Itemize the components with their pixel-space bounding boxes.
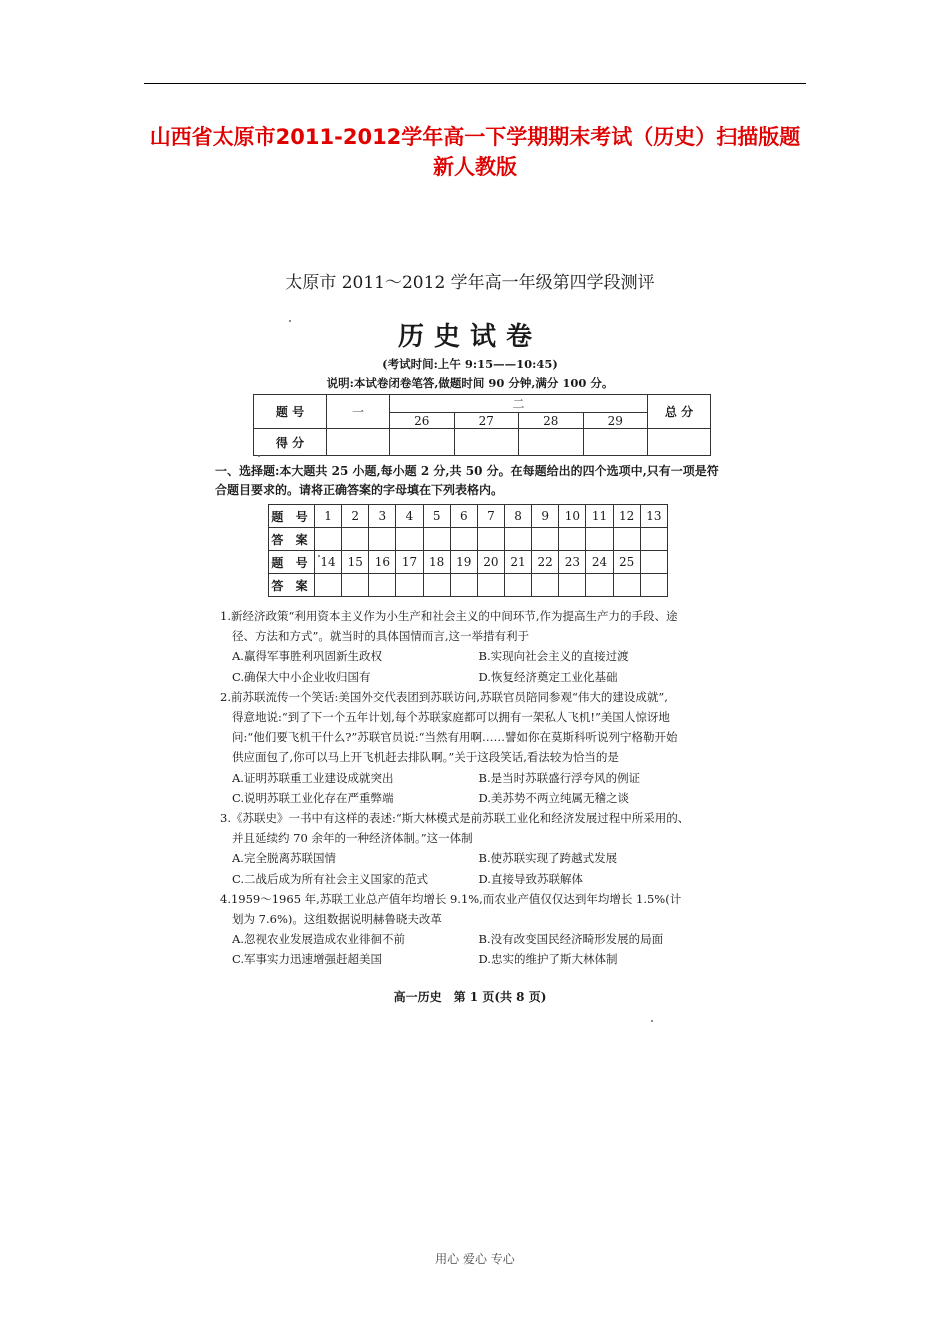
answer-number: 13 [640, 505, 667, 528]
scan-speck [651, 1020, 653, 1022]
page-footer: 用心 爱心 专心 [435, 1252, 515, 1266]
answer-blank [450, 528, 477, 551]
option-c: C.军事实力迅速增强赶超美国 [232, 952, 383, 967]
answer-number: 3 [369, 505, 396, 528]
question-2-options-cd [220, 788, 725, 808]
answer-blank [342, 528, 369, 551]
exam-note: 说明:本试卷闭卷笔答,做题时间 90 分钟,满分 100 分。 [326, 376, 614, 390]
answer-number: 23 [559, 551, 586, 574]
questions [220, 606, 725, 970]
score-cell [519, 429, 584, 456]
score-sub-col: 26 [390, 413, 455, 429]
answer-number: 5 [423, 505, 450, 528]
exam-header: 太原市 2011～2012 学年高一年级第四学段测评 [285, 273, 655, 293]
answer-blank [396, 574, 423, 597]
document-title [130, 122, 820, 182]
answer-number: 4 [396, 505, 423, 528]
question-4-options-ab [220, 929, 725, 949]
question-2-line-4: 供应面包了,你可以马上开飞机赶去排队啊。”关于这段笑话,看法较为恰当的是 [232, 750, 619, 765]
question-3-options-cd [220, 869, 725, 889]
answer-number: 12 [613, 505, 640, 528]
answer-number: 8 [504, 505, 531, 528]
answer-blank [559, 574, 586, 597]
answer-number: 9 [532, 505, 559, 528]
score-col-total: 总 分 [648, 395, 711, 429]
scan-speck [318, 555, 320, 557]
question-2-line-1: 2.前苏联流传一个笑话:美国外交代表团到苏联访问,苏联官员陪同参观“伟大的建设成就”, [220, 689, 668, 704]
answer-blank-row-2 [269, 574, 668, 597]
answer-label-number: 题 号 [269, 505, 315, 528]
score-col-two: 二 [390, 395, 648, 413]
answer-number: 14 [315, 551, 342, 574]
answer-number-row-1 [269, 505, 668, 528]
question-3-options-ab [220, 848, 725, 868]
option-d: D.恢复经济奠定工业化基础 [478, 669, 618, 684]
question-4-line-1: 4.1959～1965 年,苏联工业总产值年均增长 9.1%,而农业产值仅仅达到年均增长 1.5%(计 [220, 891, 682, 906]
option-a: A.忽视农业发展造成农业徘徊不前 [232, 932, 405, 947]
answer-empty-cell [640, 574, 667, 597]
answer-blank [369, 528, 396, 551]
answer-blank [504, 528, 531, 551]
question-2-line-3: 问:“他们要飞机干什么?”苏联官员说:“当然有用啊……譬如你在莫斯科听说列宁格勒开始 [232, 730, 678, 745]
answer-number: 24 [586, 551, 613, 574]
answer-blank [396, 528, 423, 551]
answer-number: 25 [613, 551, 640, 574]
option-c: C.说明苏联工业化存在严重弊端 [232, 790, 394, 805]
answer-number: 2 [342, 505, 369, 528]
page-number: 高一历史 第 1 页(共 8 页) [393, 990, 547, 1004]
option-a: A.证明苏联重工业建设成就突出 [232, 770, 394, 785]
score-cell [648, 429, 711, 456]
answer-number: 10 [559, 505, 586, 528]
exam-subject: 历史试卷 [397, 322, 542, 352]
answer-blank [477, 528, 504, 551]
question-2-line-2: 得意地说:“到了下一个五年计划,每个苏联家庭都可以拥有一架私人飞机!”美国人惊讶地 [232, 710, 670, 725]
scan-speck [258, 455, 260, 457]
score-sub-col: 28 [519, 413, 584, 429]
option-b: B.是当时苏联盛行浮夸风的例证 [478, 770, 641, 785]
score-row-label-number: 题 号 [254, 395, 327, 429]
score-row-label-score: 得 分 [254, 429, 327, 456]
option-a: A.完全脱离苏联国情 [232, 851, 336, 866]
option-b: B.没有改变国民经济畸形发展的局面 [478, 932, 664, 947]
answer-label-answer: 答 案 [269, 574, 315, 597]
option-c: C.二战后成为所有社会主义国家的范式 [232, 871, 429, 886]
document-title-line-1: 山西省太原市2011-2012学年高一下学期期末考试（历史）扫描版题 [149, 125, 801, 149]
answer-empty-cell [640, 551, 667, 574]
answer-blank [586, 528, 613, 551]
option-c: C.确保大中小企业收归国有 [232, 669, 371, 684]
question-3-line-2: 并且延续约 70 余年的一种经济体制。”这一体制 [232, 831, 473, 846]
answer-blank [586, 574, 613, 597]
score-cell [390, 429, 455, 456]
answer-blank [613, 574, 640, 597]
answer-blank [423, 574, 450, 597]
answer-blank [315, 528, 342, 551]
answer-number: 17 [396, 551, 423, 574]
answer-label-answer: 答 案 [269, 528, 315, 551]
answer-blank [477, 574, 504, 597]
score-table [253, 394, 711, 456]
answer-blank [504, 574, 531, 597]
option-d: D.忠实的维护了斯大林体制 [478, 952, 618, 967]
question-4-line-2: 划为 7.6%)。这组数据说明赫鲁晓夫改革 [232, 912, 442, 927]
answer-blank [532, 574, 559, 597]
scanned-exam-page [210, 258, 730, 1018]
answer-number: 11 [586, 505, 613, 528]
answer-number: 18 [423, 551, 450, 574]
question-1-line-1: 1.新经济政策“利用资本主义作为小生产和社会主义的中间环节,作为提高生产力的手段、途 [220, 609, 678, 623]
option-d: D.美苏势不两立纯属无稽之谈 [478, 790, 629, 805]
score-sub-col: 29 [583, 413, 648, 429]
answer-number: 21 [504, 551, 531, 574]
answer-blank [559, 528, 586, 551]
question-2-options-ab [220, 768, 725, 788]
option-b: B.实现向社会主义的直接过渡 [478, 649, 629, 664]
answer-blank [450, 574, 477, 597]
answer-table [268, 504, 668, 597]
scan-speck [289, 320, 291, 322]
answer-number: 15 [342, 551, 369, 574]
answer-number: 7 [477, 505, 504, 528]
score-col-one: 一 [327, 395, 390, 429]
option-b: B.使苏联实现了跨越式发展 [478, 851, 618, 866]
exam-time: (考试时间:上午 9:15——10:45) [382, 357, 558, 371]
question-1-line-2: 径、方法和方式”。就当时的具体国情而言,这一举措有利于 [232, 629, 530, 644]
document-title-line-2: 新人教版 [433, 155, 517, 179]
answer-label-number: 题 号 [269, 551, 315, 574]
score-cell [583, 429, 648, 456]
answer-blank [342, 574, 369, 597]
answer-blank [640, 528, 667, 551]
answer-number: 16 [369, 551, 396, 574]
score-cell [327, 429, 390, 456]
answer-number: 6 [450, 505, 477, 528]
option-d: D.直接导致苏联解体 [478, 871, 583, 886]
answer-blank [613, 528, 640, 551]
answer-number: 19 [450, 551, 477, 574]
answer-number-row-2 [269, 551, 668, 574]
answer-blank [315, 574, 342, 597]
score-cell [454, 429, 519, 456]
answer-number: 1 [315, 505, 342, 528]
answer-blank [369, 574, 396, 597]
question-4-options-cd [220, 949, 725, 969]
answer-blank [532, 528, 559, 551]
answer-number: 22 [532, 551, 559, 574]
question-1-options-ab [220, 646, 725, 666]
answer-number: 20 [477, 551, 504, 574]
question-3-line-1: 3.《苏联史》一书中有这样的表述:“斯大林模式是前苏联工业化和经济发展过程中所采用的、 [220, 811, 690, 826]
option-a: A.赢得军事胜利巩固新生政权 [232, 649, 382, 664]
section-1-instructions: 一、选择题:本大题共 25 小题,每小题 2 分,共 50 分。在每题给出的四个选项中,只有一项是符合题目要求的。请将正确答案的字母填在下列表格内。 [215, 464, 719, 497]
score-sub-col: 27 [454, 413, 519, 429]
header-rule [144, 83, 806, 84]
question-1-options-cd [220, 667, 725, 687]
answer-blank-row-1 [269, 528, 668, 551]
answer-blank [423, 528, 450, 551]
